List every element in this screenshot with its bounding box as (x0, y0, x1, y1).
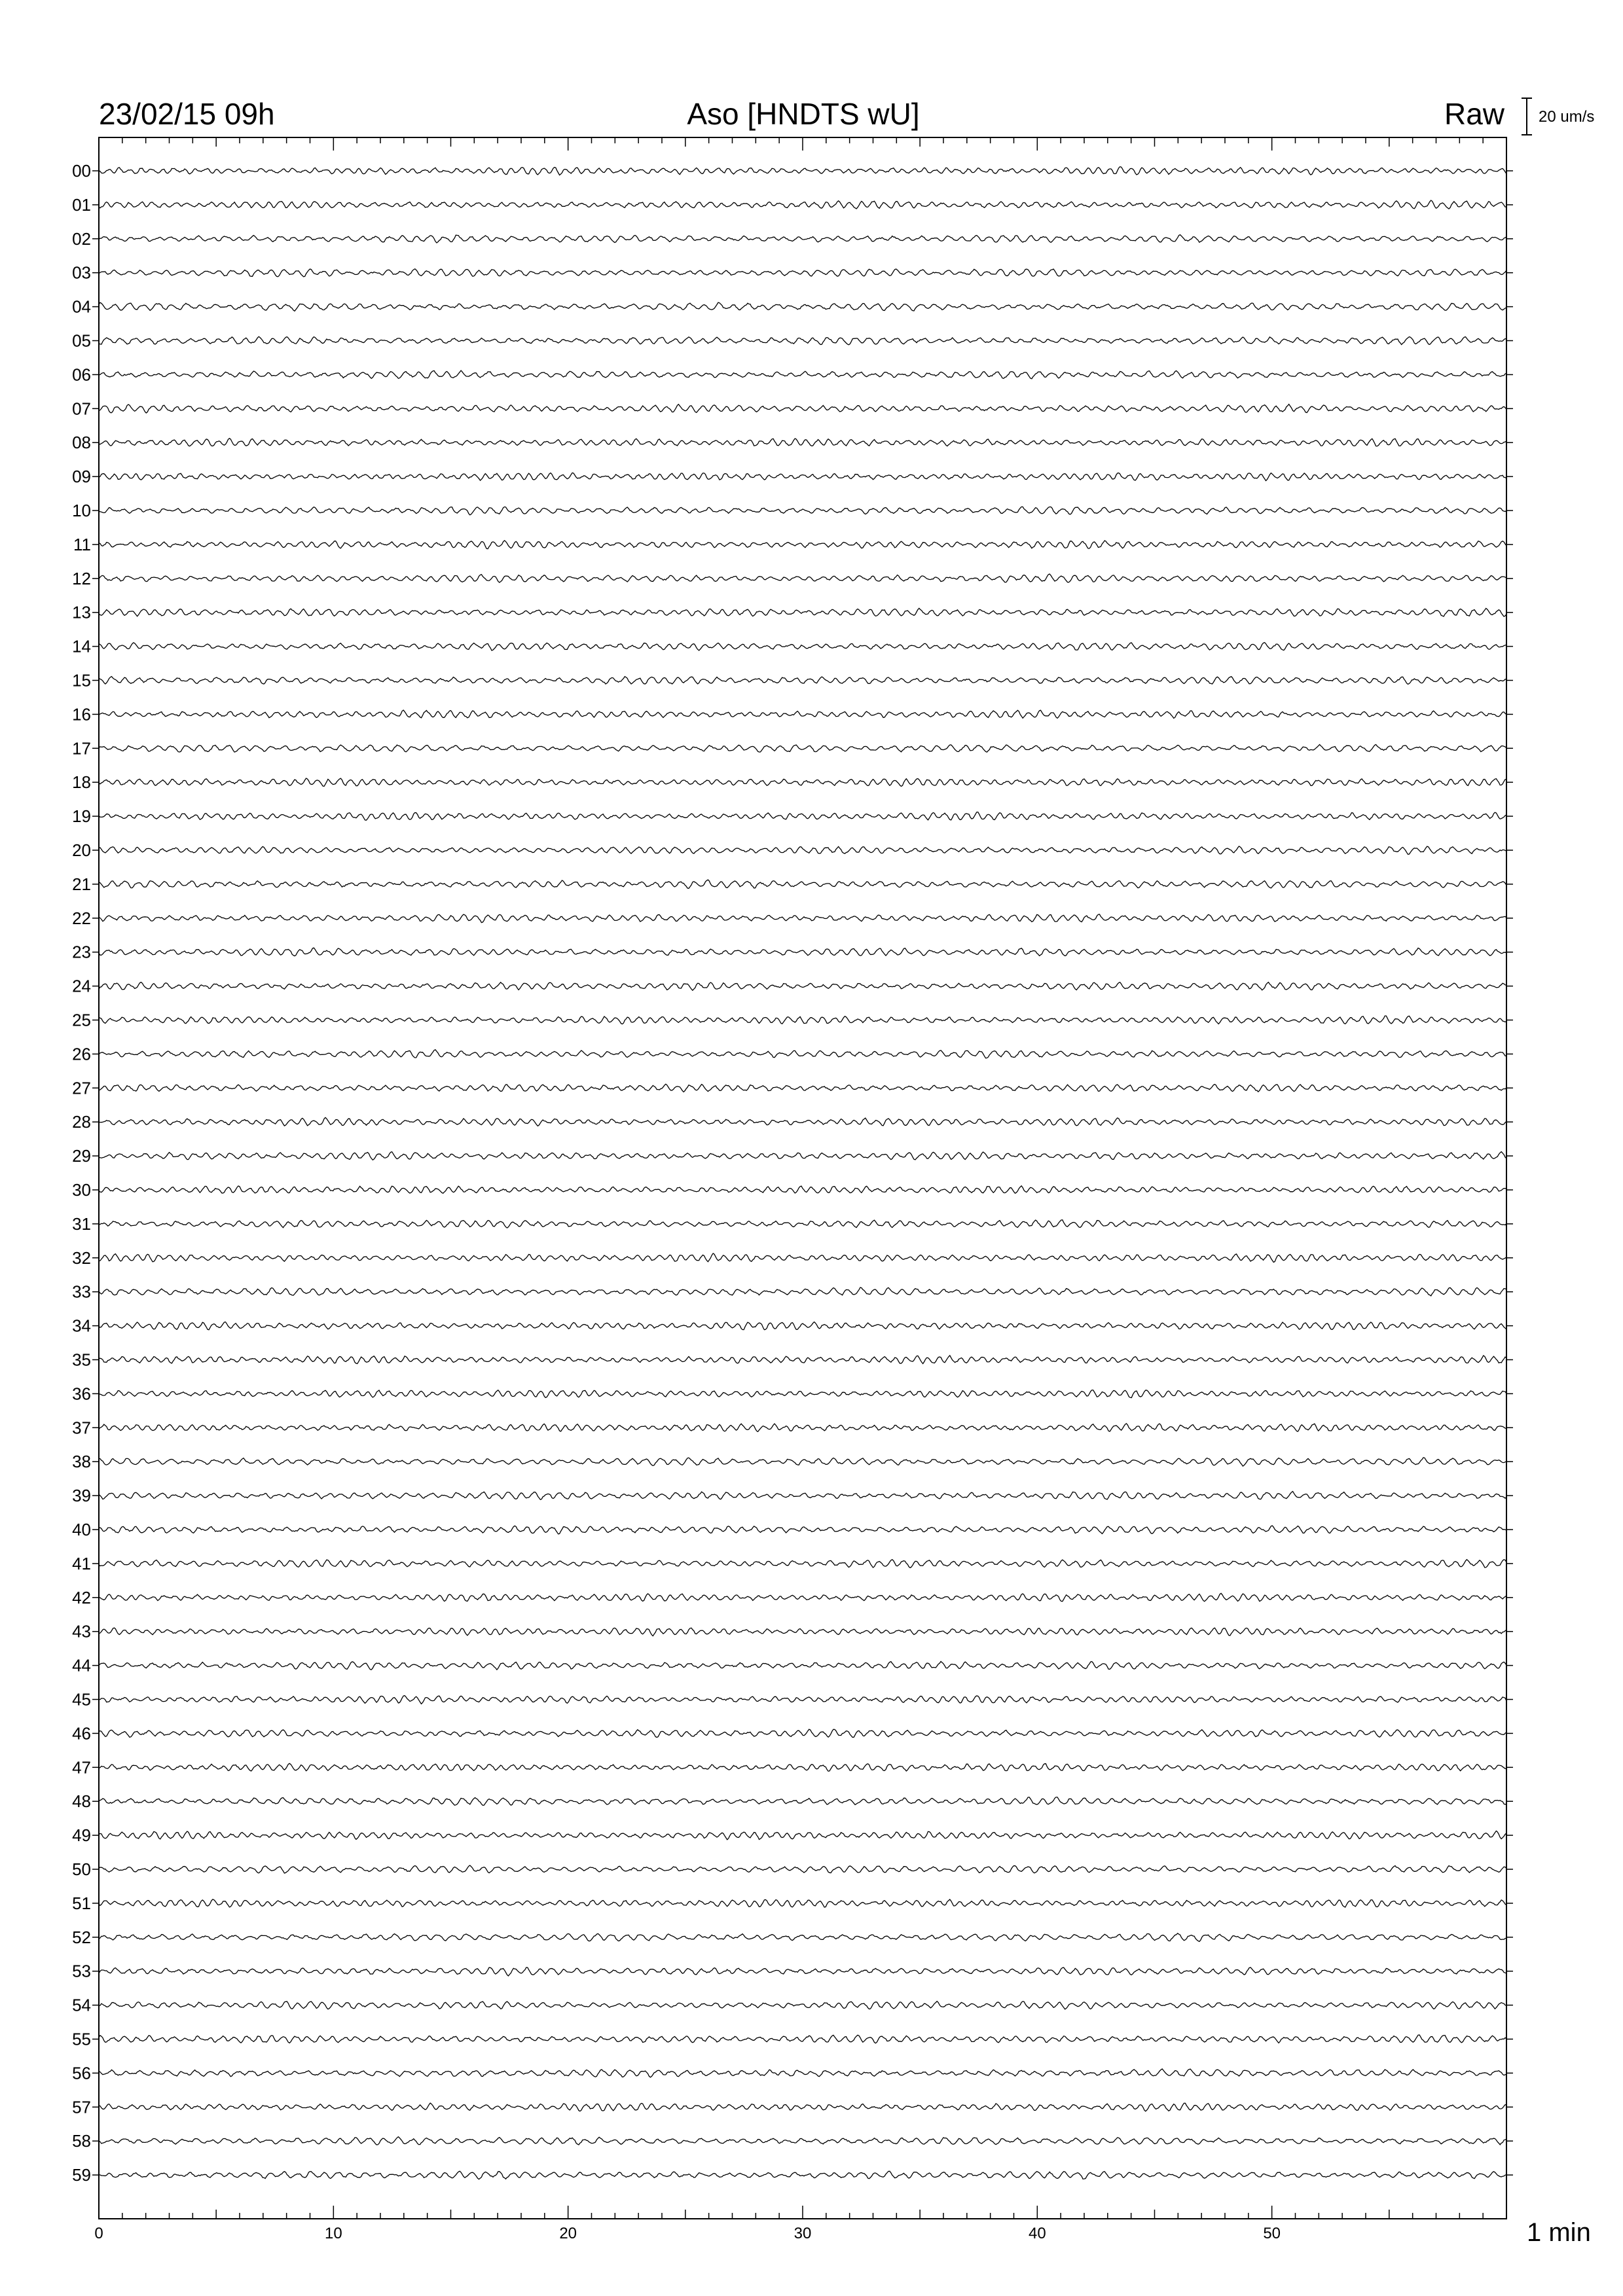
seismic-trace (99, 269, 1506, 277)
row-label: 49 (72, 1825, 91, 1846)
seismic-trace (99, 473, 1506, 480)
header-mode: Raw (1444, 97, 1504, 131)
row-label: 14 (72, 636, 91, 656)
row-label: 10 (72, 501, 91, 520)
seismic-trace (99, 336, 1506, 345)
x-tick-label: 40 (1028, 2225, 1046, 2242)
seismic-trace (99, 1899, 1506, 1907)
row-label: 04 (72, 296, 91, 317)
seismic-trace (99, 370, 1506, 379)
row-label: 00 (72, 161, 91, 181)
row-label: 26 (72, 1044, 91, 1064)
trace-layer (92, 167, 1513, 2179)
seismic-trace (99, 1016, 1506, 1024)
row-label: 43 (72, 1621, 91, 1641)
row-label: 21 (72, 874, 91, 894)
seismic-trace (99, 1084, 1506, 1092)
seismic-trace (99, 2137, 1506, 2145)
row-label: 22 (72, 908, 91, 928)
row-label: 48 (72, 1791, 91, 1812)
row-label: 46 (72, 1723, 91, 1744)
x-tick-label: 10 (324, 2225, 342, 2242)
row-label: 23 (72, 942, 91, 962)
seismic-trace (99, 1117, 1506, 1126)
seismic-trace (99, 1593, 1506, 1601)
row-label: 16 (72, 704, 91, 725)
row-label: 37 (72, 1418, 91, 1438)
header-datetime: 23/02/15 09h (99, 97, 275, 131)
row-label: 33 (72, 1282, 91, 1302)
x-tick-label: 30 (793, 2225, 812, 2242)
scale-bar-label: 20 um/s (1539, 108, 1595, 126)
row-label: 09 (72, 467, 91, 487)
row-label-group (72, 161, 91, 2185)
plot-frame (99, 137, 1506, 2219)
seismic-trace (99, 1865, 1506, 1873)
row-label: 53 (72, 1961, 91, 1981)
seismic-trace (99, 608, 1506, 617)
seismic-trace (99, 439, 1506, 446)
seismic-trace (99, 1355, 1506, 1364)
row-label: 56 (72, 2063, 91, 2083)
seismic-trace (99, 1696, 1506, 1704)
seismic-trace (99, 982, 1506, 991)
top-tick-marks (99, 137, 1506, 151)
row-label: 18 (72, 772, 91, 793)
seismic-trace (99, 1560, 1506, 1568)
seismic-trace (99, 846, 1506, 854)
row-label: 13 (72, 602, 91, 622)
row-label: 12 (72, 568, 91, 588)
row-label: 31 (72, 1213, 91, 1234)
seismic-trace (99, 812, 1506, 820)
row-label: 44 (72, 1655, 91, 1676)
seismic-trace (99, 235, 1506, 243)
x-tick-label: 20 (559, 2225, 577, 2242)
seismic-trace (99, 404, 1506, 413)
row-label: 07 (72, 399, 91, 419)
row-label: 57 (72, 2097, 91, 2117)
seismic-trace (99, 1492, 1506, 1500)
row-label: 03 (72, 262, 91, 283)
row-label: 39 (72, 1486, 91, 1506)
row-label: 20 (72, 840, 91, 860)
seismic-trace (99, 2171, 1506, 2179)
seismic-trace (99, 948, 1506, 956)
row-label: 11 (73, 534, 91, 554)
seismic-trace (99, 1967, 1506, 1976)
seismic-trace (99, 1287, 1506, 1296)
row-label: 06 (72, 365, 91, 385)
seismic-trace (99, 2035, 1506, 2043)
seismic-trace (99, 574, 1506, 583)
x-axis-unit-label: 1 min (1527, 2218, 1591, 2247)
seismic-trace (99, 1050, 1506, 1058)
row-label: 50 (72, 1859, 91, 1879)
seismic-trace (99, 1390, 1506, 1398)
row-label: 58 (72, 2131, 91, 2151)
seismic-trace (99, 880, 1506, 888)
row-label: 25 (72, 1010, 91, 1030)
seismic-trace (99, 778, 1506, 786)
scale-bar (1522, 98, 1532, 135)
seismic-trace (99, 2103, 1506, 2111)
row-label: 34 (72, 1316, 91, 1336)
seismic-trace (99, 1152, 1506, 1160)
seismic-trace (99, 1424, 1506, 1431)
seismic-trace (99, 1458, 1506, 1466)
seismic-trace (99, 1797, 1506, 1806)
seismic-trace (99, 677, 1506, 685)
x-tick-label-group (94, 2225, 1281, 2242)
seismic-trace (99, 507, 1506, 514)
seismic-trace (99, 1831, 1506, 1839)
row-label: 32 (72, 1247, 91, 1268)
row-label: 02 (72, 228, 91, 249)
row-label: 24 (72, 976, 91, 996)
seismic-trace (99, 745, 1506, 753)
row-label: 52 (72, 1927, 91, 1947)
row-label: 54 (72, 1995, 91, 2015)
row-label: 59 (72, 2165, 91, 2185)
row-label: 05 (72, 331, 91, 351)
seismic-trace (99, 1526, 1506, 1534)
row-label: 19 (72, 806, 91, 827)
row-label: 47 (72, 1757, 91, 1778)
row-label: 35 (72, 1350, 91, 1370)
row-label: 41 (72, 1553, 91, 1573)
seismic-trace (99, 1763, 1506, 1771)
row-label: 30 (72, 1180, 91, 1200)
row-label: 51 (72, 1893, 91, 1913)
seismic-trace (99, 1729, 1506, 1737)
seismic-trace (99, 200, 1506, 209)
row-label: 42 (72, 1587, 91, 1607)
seismic-trace (99, 914, 1506, 923)
seismic-trace (99, 710, 1506, 718)
row-label: 17 (72, 738, 91, 759)
row-label: 36 (72, 1384, 91, 1404)
row-label: 55 (72, 2029, 91, 2049)
x-tick-label: 0 (94, 2225, 103, 2242)
seismic-trace (99, 643, 1506, 651)
seismic-trace (99, 1253, 1506, 1263)
row-label: 45 (72, 1689, 91, 1710)
row-label: 15 (72, 670, 91, 691)
seismic-trace (99, 1186, 1506, 1193)
chart-title: Aso [HNDTS wU] (687, 97, 920, 131)
row-label: 01 (72, 194, 91, 215)
row-label: 27 (72, 1078, 91, 1098)
row-label: 40 (72, 1520, 91, 1539)
row-label: 38 (72, 1452, 91, 1472)
seismic-trace (99, 2001, 1506, 2009)
seismic-trace (99, 1628, 1506, 1636)
seismic-trace (99, 1220, 1506, 1228)
seismic-trace (99, 2069, 1506, 2077)
seismic-trace (99, 1933, 1506, 1942)
seismic-trace (99, 167, 1506, 175)
row-label: 29 (72, 1146, 91, 1166)
seismic-trace (99, 541, 1506, 549)
seismic-trace (99, 1662, 1506, 1670)
seismic-trace (99, 302, 1506, 311)
bottom-tick-marks (99, 2206, 1506, 2219)
row-label: 08 (72, 433, 91, 453)
seismic-trace (99, 1322, 1506, 1330)
row-label: 28 (72, 1112, 91, 1132)
x-tick-label: 50 (1263, 2225, 1281, 2242)
